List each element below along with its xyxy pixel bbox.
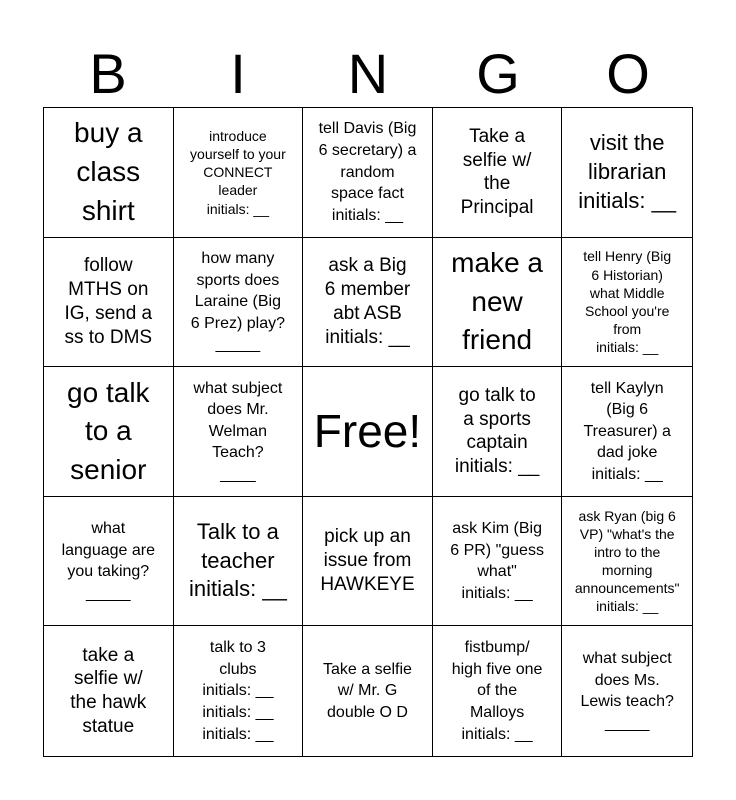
free-space-text: Free!: [313, 405, 422, 458]
bingo-cell[interactable]: [44, 108, 174, 238]
bingo-cell[interactable]: [44, 367, 174, 497]
cell-text: fistbump/ high five one of the Malloys initials: __: [451, 639, 543, 743]
bingo-cell[interactable]: [562, 367, 692, 497]
bingo-board: [43, 107, 693, 757]
bingo-cell[interactable]: [303, 238, 433, 368]
bingo-cell[interactable]: [303, 626, 433, 756]
bingo-cell[interactable]: [433, 108, 563, 238]
cell-text: introduce yourself to your CONNECT leader initials: __: [190, 127, 286, 217]
bingo-cell[interactable]: [562, 626, 692, 756]
cell-text: Take a selfie w/ Mr. G double O D: [323, 660, 412, 721]
bingo-cell[interactable]: [174, 497, 304, 627]
bingo-cell[interactable]: [433, 497, 563, 627]
bingo-cell[interactable]: [303, 497, 433, 627]
cell-text: visit the librarian initials: __: [578, 130, 677, 213]
cell-text: tell Davis (Big 6 secretary) a random space fact initials: __: [318, 120, 417, 224]
cell-text: follow MTHS on IG, send a ss to DMS: [64, 255, 153, 348]
cell-text: pick up an issue from HAWKEYE: [320, 526, 415, 595]
header-letter-g: G: [476, 42, 520, 105]
bingo-cell[interactable]: [433, 367, 563, 497]
cell-text: buy a class shirt: [74, 117, 143, 226]
cell-text: Take a selfie w/ the Principal: [460, 125, 534, 219]
header-letter-n: N: [347, 42, 389, 105]
cell-text: what subject does Ms. Lewis teach? _____: [580, 650, 674, 732]
cell-text: ask Ryan (big 6 VP) "what's the intro to the morning announcements" initials: __: [574, 507, 680, 615]
bingo-cell[interactable]: [44, 626, 174, 756]
bingo-cell[interactable]: [174, 108, 304, 238]
free-space: [303, 367, 433, 497]
bingo-cell[interactable]: [303, 108, 433, 238]
cell-text: tell Kaylyn (Big 6 Treasurer) a dad joke initials: __: [583, 379, 671, 483]
cell-text: make a new friend: [451, 246, 543, 356]
cell-text: talk to 3 clubs initials: __ initials: __ initials: __: [202, 639, 274, 743]
bingo-cell[interactable]: [562, 497, 692, 627]
bingo-cell[interactable]: [562, 108, 692, 238]
cell-text: tell Henry (Big 6 Historian) what Middle School you're from initials: __: [583, 248, 672, 356]
bingo-cell[interactable]: [174, 367, 304, 497]
bingo-cell[interactable]: [433, 238, 563, 368]
cell-text: what subject does Mr. Welman Teach? ____: [193, 379, 283, 483]
bingo-cell[interactable]: [174, 626, 304, 756]
cell-text: how many sports does Laraine (Big 6 Prez) play? _____: [190, 249, 286, 354]
cell-text: go talk to a sports captain initials: __: [454, 384, 540, 478]
bingo-header: [43, 40, 693, 108]
bingo-cell[interactable]: [433, 626, 563, 756]
bingo-cell[interactable]: [562, 238, 692, 368]
bingo-cell[interactable]: [174, 238, 304, 368]
header-letter-i: I: [230, 42, 246, 105]
cell-text: go talk to a senior: [67, 376, 150, 485]
cell-text: take a selfie w/ the hawk statue: [70, 644, 147, 737]
cell-text: ask Kim (Big 6 PR) "guess what" initials: __: [450, 519, 544, 602]
header-letter-o: O: [606, 42, 650, 105]
cell-text: what language are you taking? _____: [61, 519, 155, 602]
bingo-cell[interactable]: [44, 497, 174, 627]
header-letter-b: B: [89, 42, 127, 105]
cell-text: ask a Big 6 member abt ASB initials: __: [324, 255, 411, 348]
bingo-cell[interactable]: [44, 238, 174, 368]
cell-text: Talk to a teacher initials: __: [188, 519, 287, 602]
